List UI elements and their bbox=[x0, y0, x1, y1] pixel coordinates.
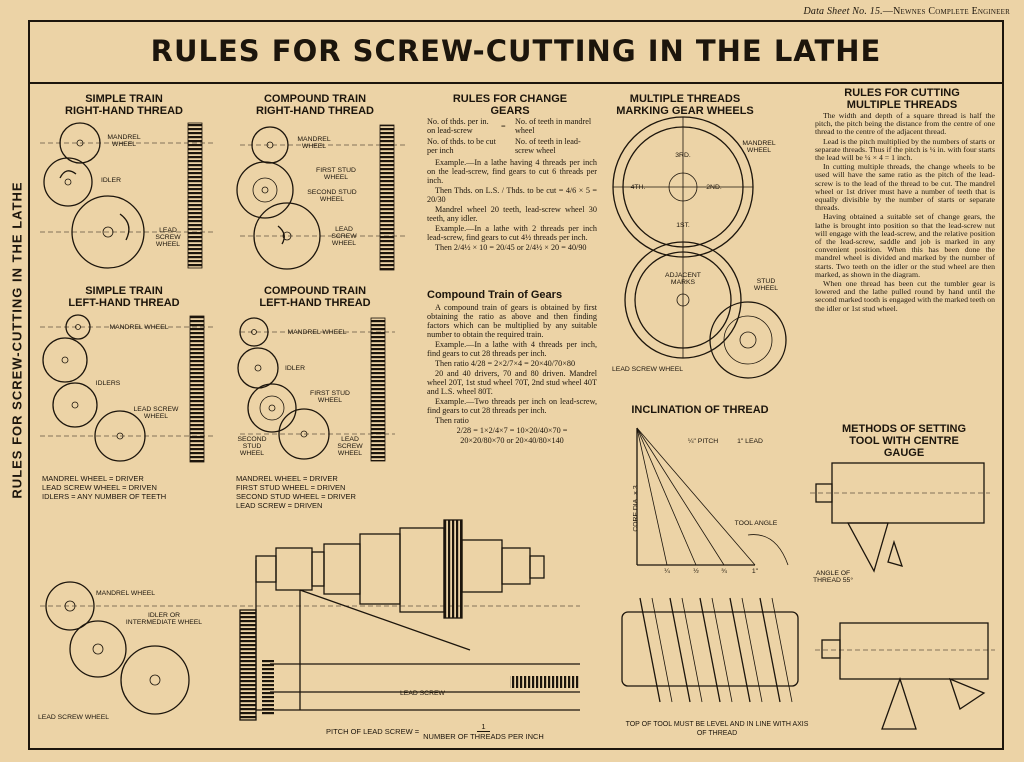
label-2nd: 2ND. bbox=[706, 184, 722, 191]
label-mandrel-wheel: MANDREL WHEEL bbox=[742, 140, 776, 154]
label-lead-screw-wheel: LEAD SCREW WHEEL bbox=[612, 366, 684, 373]
paragraph: In cutting multiple threads, the change wheels to be used will have the same ratio as the pitch of the lead-screw is to the lead of the thread to be cut. The mandrel wheel or 1st driver must have a number of teeth that is equally divisible by the number of starts or separate threads. bbox=[815, 162, 995, 213]
note: LEAD SCREW WHEEL = DRIVEN bbox=[42, 483, 157, 492]
marking-title-1: MULTIPLE THREADS bbox=[629, 93, 741, 105]
label-stud-wheel: STUD WHEEL bbox=[753, 278, 779, 292]
example-2-calc-1: 2/28 = 1×2/4×7 = 10×20/40×70 = bbox=[456, 426, 568, 435]
multiple-rules-title-2: MULTIPLE THREADS bbox=[846, 99, 958, 111]
label-mandrel-wheel: MANDREL WHEEL bbox=[96, 590, 156, 597]
simple-rh-title bbox=[44, 93, 204, 117]
simple-lh-title bbox=[44, 285, 204, 309]
marking-title-2: MARKING GEAR WHEELS bbox=[616, 105, 754, 117]
inclination-title: INCLINATION OF THREAD bbox=[631, 404, 769, 416]
example-1: Example.—In a lathe having 4 threads per inch on the lead-screw, find gears to cut 6 threads per inch. bbox=[427, 158, 597, 185]
tick-quarter: ¼ bbox=[664, 568, 670, 575]
example-2: Example.—In a lathe with 2 threads per inch lead-screw, find gears to cut 4½ threads per inch. bbox=[427, 224, 597, 242]
sheet-number: Data Sheet No. 15. bbox=[803, 6, 883, 17]
label-mandrel-wheel: MANDREL WHEEL bbox=[297, 136, 331, 150]
change-gears-title bbox=[430, 93, 590, 117]
label-idler: IDLER bbox=[284, 365, 306, 372]
example-1-result: Mandrel wheel 20 teeth, lead-screw wheel 30 teeth, any idler. bbox=[427, 205, 597, 223]
formula-left: PITCH OF LEAD SCREW = bbox=[326, 727, 420, 736]
tick-half: ½ bbox=[693, 568, 699, 575]
paragraph: A compound train of gears is obtained by first obtaining the ratio as above and then finding factors which can be multiplied by any suitable number to obtain the required train. bbox=[427, 303, 597, 339]
rule-left-1: No. of thds. per in. on lead-screw bbox=[427, 117, 489, 135]
example-2-calc-2: 20×20/80×70 or 20×40/80×140 bbox=[460, 436, 564, 445]
example-1-calc: Then Thds. on L.S. / Thds. to be cut = 4/6 × 5 = 20/30 bbox=[427, 186, 597, 204]
change-gears-title-1: RULES FOR CHANGE bbox=[452, 93, 568, 105]
label-mandrel-wheel: MANDREL WHEEL bbox=[287, 329, 347, 336]
compound-rh-title-1: COMPOUND TRAIN bbox=[263, 93, 367, 105]
example-1-calc: Then ratio 4/28 = 2×2/7×4 = 20×40/70×80 bbox=[435, 359, 576, 368]
label-second-stud-wheel: SECOND STUD WHEEL bbox=[307, 189, 357, 203]
note: FIRST STUD WHEEL = DRIVEN bbox=[236, 483, 346, 492]
page-title: RULES FOR SCREW-CUTTING IN THE LATHE bbox=[30, 22, 1002, 84]
example-1: Example.—In a lathe with 4 threads per inch, find gears to cut 28 threads per inch. bbox=[427, 340, 597, 358]
gauge-title-1: METHODS OF SETTING bbox=[841, 423, 967, 435]
rule-right-2: No. of teeth in lead-screw wheel bbox=[515, 137, 581, 155]
gauge-title-2: TOOL WITH CENTRE bbox=[849, 435, 959, 447]
formula-denominator: NUMBER OF THREADS PER INCH bbox=[423, 732, 544, 741]
marking-title bbox=[610, 93, 760, 117]
note: MANDREL WHEEL = DRIVER bbox=[236, 474, 338, 483]
note: MANDREL WHEEL = DRIVER bbox=[42, 474, 144, 483]
simple-rh-title-1: SIMPLE TRAIN bbox=[85, 93, 163, 105]
compound-rh-title bbox=[240, 93, 390, 117]
compound-lh-title-2: LEFT-HAND THREAD bbox=[259, 297, 371, 309]
compound-lh-title-1: COMPOUND TRAIN bbox=[263, 285, 367, 297]
label-lead-screw-wheel: LEAD SCREW WHEEL bbox=[337, 436, 363, 457]
compound-gears-text bbox=[427, 303, 597, 446]
label-first-stud-wheel: FIRST STUD WHEEL bbox=[316, 167, 356, 181]
tick-three-quarter: ¾ bbox=[721, 568, 727, 575]
label-lead-screw-wheel: LEAD SCREW WHEEL bbox=[331, 226, 357, 247]
label-lead-screw-wheel: LEAD SCREW WHEEL bbox=[155, 227, 181, 248]
label-1st: 1ST. bbox=[676, 222, 690, 229]
change-gears-text: No. of thds. per in. on lead-screw = No. of teeth in mandrel wheel No. of thds. to be cut per inch No. of teeth in lead-screw wheel Example.—In a lathe having 4 threads per inch on the lead-screw, find gears to cut 6 threads per inch. Then Thds. on L.S. / Thds. to be cut = 4/6 × 5 = 20/30 Mandrel wheel 20 teeth, lead-screw wheel 30 teeth, any idler. Example.—In a lathe with 2 threads per inch lead-screw, find gears to cut 4½ threads per inch. Then 2/4½ × 10 = 20/45 or 2/4½ × 20 = 40/90 bbox=[427, 117, 597, 252]
simple-lh-title-1: SIMPLE TRAIN bbox=[85, 285, 163, 297]
multiple-rules-title-1: RULES FOR CUTTING bbox=[844, 87, 960, 99]
simple-lh-title-2: LEFT-HAND THREAD bbox=[68, 297, 180, 309]
rule-right-1: No. of teeth in mandrel wheel bbox=[515, 117, 592, 135]
label-second-stud-wheel: SECOND STUD WHEEL bbox=[237, 436, 267, 457]
lathe-drawing bbox=[40, 520, 580, 720]
multiple-rules-title bbox=[808, 87, 996, 111]
side-title-text: RULES FOR SCREW-CUTTING IN THE LATHE bbox=[9, 181, 25, 499]
centre-gauge-drawing bbox=[810, 463, 995, 729]
rule-left-2: No. of thds. to be cut per inch bbox=[427, 137, 496, 155]
label-lead-screw-wheel: LEAD SCREW WHEEL bbox=[38, 714, 110, 721]
label-quarter-pitch: ¼" PITCH bbox=[687, 438, 719, 445]
example-2: Example.—Two threads per inch on lead-screw, find gears to cut 28 threads per inch. bbox=[427, 397, 597, 415]
label-4th: 4TH. bbox=[630, 184, 646, 191]
paragraph: The width and depth of a square thread is half the pitch, the pitch being the distance from the centre of one thread to the centre of the adjacent thread. bbox=[815, 111, 995, 137]
label-angle-of-thread: ANGLE OF THREAD 55° bbox=[812, 570, 854, 584]
label-adjacent-marks: ADJACENT MARKS bbox=[665, 272, 701, 286]
marking-gear-wheels-drawing bbox=[613, 117, 786, 378]
example-1-result: 20 and 40 drivers, 70 and 80 driven. Mandrel wheel 20T, 1st stud wheel 70T, 2nd stud wheel 40T and L.S. wheel 80T. bbox=[427, 369, 597, 396]
example-2-then: Then ratio bbox=[435, 416, 469, 425]
simple-lh-notes bbox=[42, 474, 232, 501]
paragraph: When one thread has been cut the tumbler gear is lowered and the lathe pulled round by hand until the second marked tooth is engaged with the marked teeth on the idler or 1st stud wheel. bbox=[815, 279, 995, 313]
compound-gears-title: Compound Train of Gears bbox=[427, 289, 563, 301]
paragraph: Lead is the pitch multiplied by the numbers of starts or separate threads. Thus if the pitch is ¼ in. with four starts the lead will be ¼ × 4 = 1 inch. bbox=[815, 136, 995, 163]
inclination-drawing bbox=[622, 428, 798, 702]
label-lead-screw: LEAD SCREW bbox=[400, 690, 445, 697]
simple-rh-title-2: RIGHT-HAND THREAD bbox=[65, 105, 183, 117]
multiple-rules-text bbox=[815, 112, 995, 314]
gauge-title bbox=[812, 423, 996, 459]
paragraph: Having obtained a suitable set of change gears, the lathe is brought into position so that the lead-screw nut will engage with the lead-screw, and the relative position of the lead-screw, saddle and job is marked in any convenient position. When this has been done the mandrel wheel is divided and marked by the number of starts. Two teeth on the idler or the stud wheel are then marked, as shown in the diagram. bbox=[815, 212, 995, 279]
note: IDLERS = ANY NUMBER OF TEETH bbox=[42, 492, 167, 501]
simple-train-lh-drawing bbox=[40, 315, 215, 462]
label-core-dia: CORE DIA. × 3 bbox=[632, 485, 640, 532]
compound-lh-title bbox=[240, 285, 390, 309]
gauge-title-3: GAUGE bbox=[883, 447, 925, 459]
label-mandrel-wheel: MANDREL WHEEL bbox=[109, 324, 169, 331]
example-2-calc: Then 2/4½ × 10 = 20/45 or 2/4½ × 20 = 40/90 bbox=[435, 243, 587, 252]
label-one-inch-lead: 1" LEAD bbox=[737, 438, 763, 445]
compound-lh-notes bbox=[236, 474, 426, 510]
label-mandrel-wheel: MANDREL WHEEL bbox=[107, 134, 141, 148]
label-tool-angle: TOOL ANGLE bbox=[734, 520, 778, 527]
label-idler-intermediate: IDLER OR INTERMEDIATE WHEEL bbox=[125, 612, 203, 626]
compound-rh-title-2: RIGHT-HAND THREAD bbox=[256, 105, 374, 117]
tool-level-note: TOP OF TOOL MUST BE LEVEL AND IN LINE WITH AXIS OF THREAD bbox=[625, 721, 809, 737]
label-first-stud-wheel: FIRST STUD WHEEL bbox=[310, 390, 350, 404]
change-gears-title-2: GEARS bbox=[490, 105, 530, 117]
label-idlers: IDLERS bbox=[95, 380, 121, 387]
publisher: —Newnes Complete Engineer bbox=[882, 6, 1010, 17]
note: SECOND STUD WHEEL = DRIVER bbox=[236, 492, 356, 501]
label-3rd: 3RD. bbox=[675, 152, 691, 159]
formula-numerator: 1 bbox=[477, 722, 489, 732]
label-idler: IDLER bbox=[100, 177, 122, 184]
note: LEAD SCREW = DRIVEN bbox=[236, 501, 323, 510]
pitch-formula bbox=[326, 722, 606, 741]
label-lead-screw-wheel: LEAD SCREW WHEEL bbox=[133, 406, 179, 420]
tick-one-inch: 1" bbox=[751, 568, 759, 575]
